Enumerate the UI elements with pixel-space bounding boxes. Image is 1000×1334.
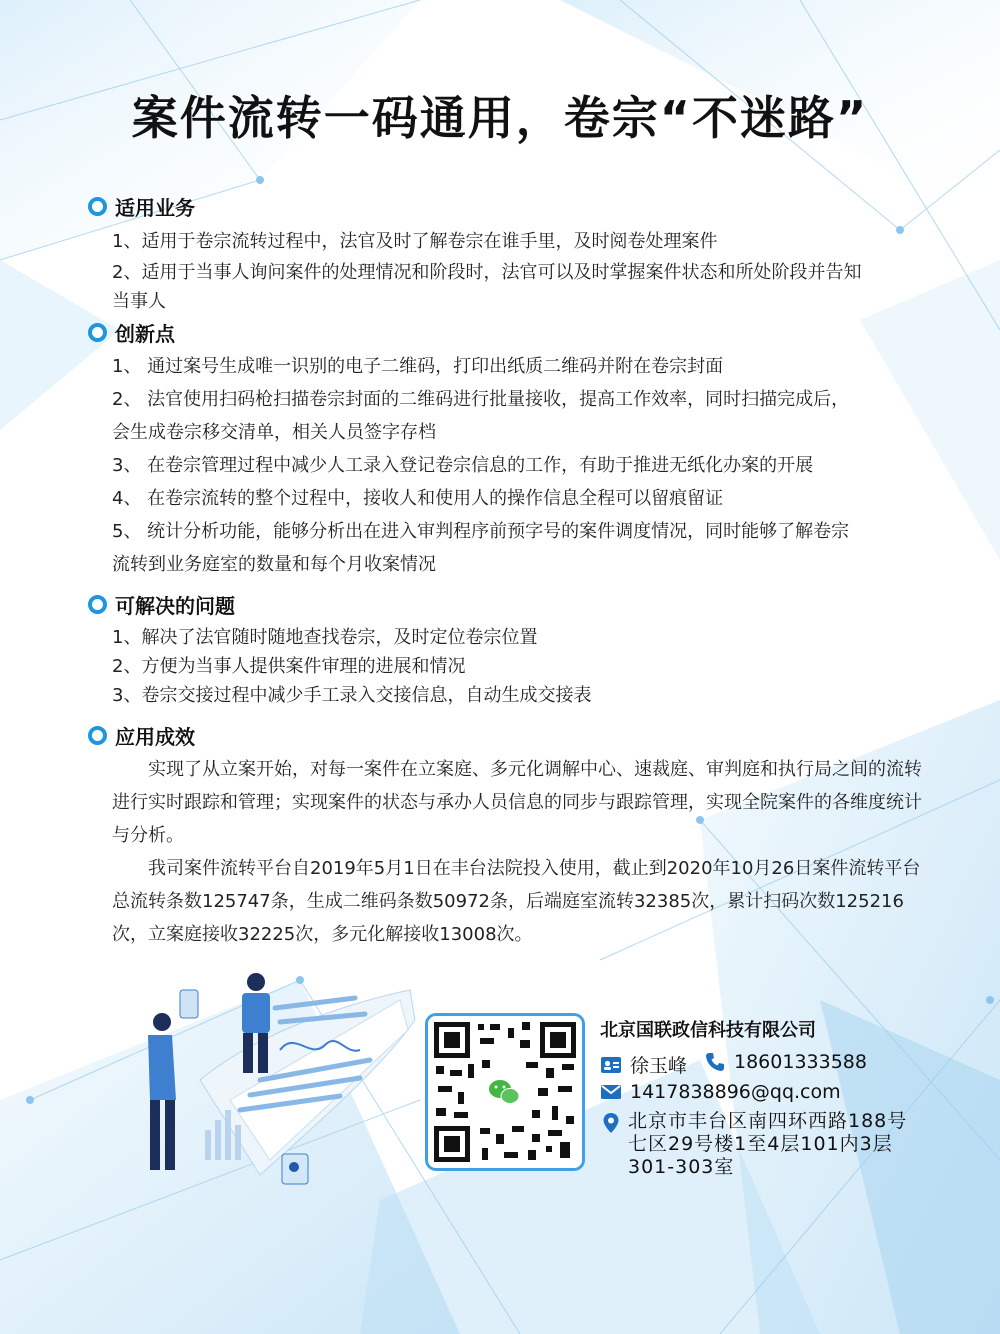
phone-icon: [704, 1051, 726, 1073]
ring-bullet-icon: [88, 323, 107, 342]
document-review-illustration: [110, 960, 430, 1200]
section-header-innovation: [88, 318, 175, 347]
list-item: 2、适用于当事人询问案件的处理情况和阶段时，法官可以及时掌握案件状态和所处阶段并告知: [112, 262, 862, 283]
contact-phone-row: [704, 1051, 867, 1073]
person-card-icon: [600, 1054, 622, 1076]
results-paragraph: 我司案件流转平台自2019年5月1日在丰台法院投入使用，截止到2020年10月26日案件流转平台总流转条数125747条，生成二维码条数50972条，后端庭室流转32385次，累计扫码次数125216次，立案庭接收32225次，多元化解接收13008次。: [112, 858, 921, 945]
contact-address: [628, 1110, 907, 1179]
address-line: 301-303室: [628, 1156, 735, 1178]
list-item: 当事人: [112, 291, 166, 312]
list-item: 2、 法官使用扫码枪扫描卷宗封面的二维码进行批量接收，提高工作效率，同时扫描完成后，: [112, 389, 850, 410]
envelope-icon: [600, 1081, 622, 1103]
page-title: 案件流转一码通用，卷宗“不迷路”: [131, 91, 869, 145]
ring-bullet-icon: [88, 726, 107, 745]
list-item: 3、 在卷宗管理过程中减少人工录入登记卷宗信息的工作，有助于推进无纸化办案的开展: [112, 455, 814, 476]
section-title: 适用业务: [115, 196, 195, 220]
company-name: 北京国联政信科技有限公司: [600, 1020, 816, 1041]
list-item: 2、方便为当事人提供案件审理的进展和情况: [112, 656, 466, 677]
list-item: 4、 在卷宗流转的整个过程中，接收人和使用人的操作信息全程可以留痕留证: [112, 488, 724, 509]
contact-email[interactable]: 1417838896@qq.com: [630, 1081, 841, 1103]
contact-name: 徐玉峰: [630, 1055, 688, 1077]
section-header-problems: [88, 590, 235, 619]
section-title: 可解决的问题: [115, 594, 235, 618]
ring-bullet-icon: [88, 197, 107, 216]
list-item: 5、 统计分析功能，能够分析出在进入审判程序前预字号的案件调度情况，同时能够了解卷宗: [112, 521, 850, 542]
list-item: 3、卷宗交接过程中减少手工录入交接信息，自动生成交接表: [112, 685, 592, 706]
list-item: 1、 通过案号生成唯一识别的电子二维码，打印出纸质二维码并附在卷宗封面: [112, 356, 724, 377]
contact-phone[interactable]: 18601333588: [734, 1051, 867, 1073]
contact-email-row: [600, 1081, 841, 1103]
list-item: 1、解决了法官随时随地查找卷宗，及时定位卷宗位置: [112, 627, 538, 648]
contact-person-row: [600, 1051, 687, 1078]
section-header-applicable: [88, 192, 195, 221]
section-title: 创新点: [115, 322, 175, 346]
qr-code: [428, 1016, 582, 1168]
results-paragraph: 实现了从立案开始，对每一案件在立案庭、多元化调解中心、速裁庭、审判庭和执行局之间的流转进行实时跟踪和管理；实现案件的状态与承办人员信息的同步与跟踪管理，实现全院案件的各维度统计与分析。: [112, 759, 922, 846]
location-pin-icon: [600, 1112, 622, 1134]
ring-bullet-icon: [88, 595, 107, 614]
list-item: 会生成卷宗移交清单，相关人员签字存档: [112, 422, 436, 443]
address-line: 七区29号楼1至4层101内3层: [628, 1133, 893, 1155]
list-item: 流转到业务庭室的数量和每个月收案情况: [112, 554, 436, 575]
address-line: 北京市丰台区南四环西路188号: [628, 1110, 908, 1132]
section-title: 应用成效: [115, 725, 195, 749]
section-header-results: [88, 721, 195, 750]
list-item: 1、适用于卷宗流转过程中，法官及时了解卷宗在谁手里，及时阅卷处理案件: [112, 231, 718, 252]
